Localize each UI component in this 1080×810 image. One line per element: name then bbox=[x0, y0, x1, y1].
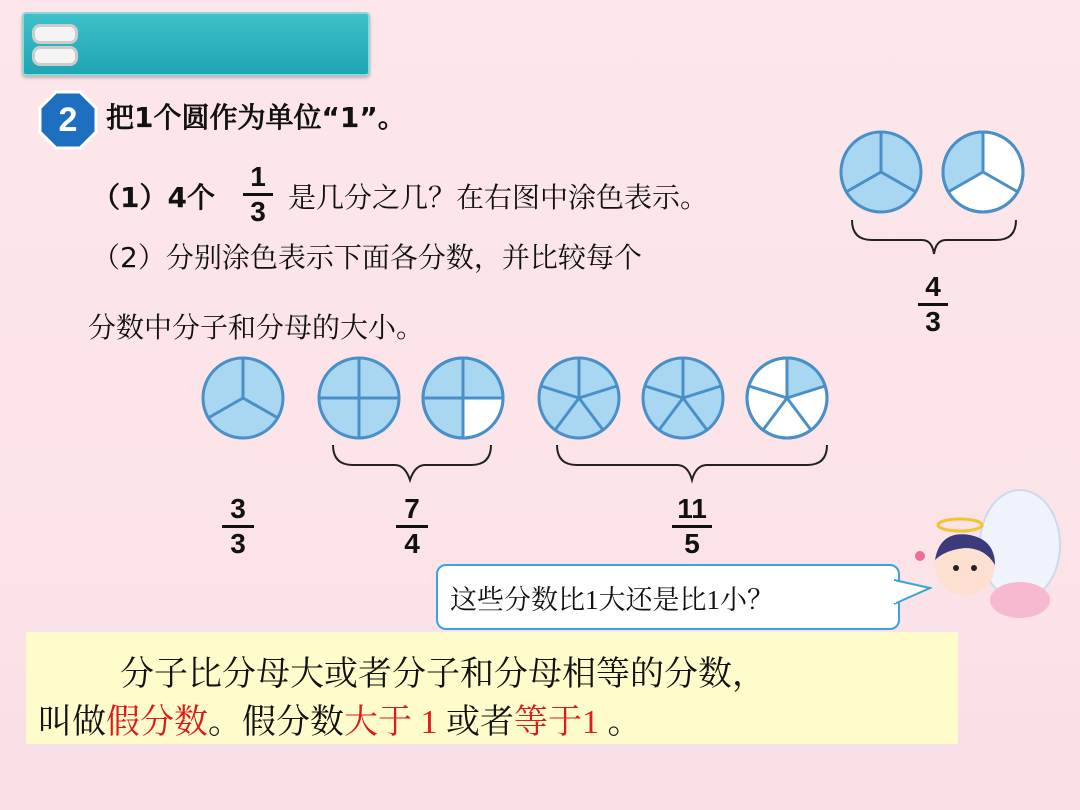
text-segment: 叫做 bbox=[38, 704, 106, 741]
q2-line2: 分数中分子和分母的大小。 bbox=[88, 311, 425, 344]
bubble-tail-icon bbox=[892, 578, 932, 610]
term-greater-than-1: 大于 1 bbox=[344, 704, 438, 741]
definition-line1: 分子比分母大或者分子和分母相等的分数， bbox=[120, 656, 766, 693]
definition-line2 bbox=[38, 694, 642, 743]
denominator: 5 bbox=[684, 528, 700, 559]
badge-number: 2 bbox=[58, 101, 78, 139]
fraction-7-4 bbox=[396, 494, 428, 559]
text-segment: 或者 bbox=[437, 704, 514, 741]
numerator: 4 bbox=[925, 271, 941, 302]
q2-line1: （2）分别涂色表示下面各分数，并比较每个 bbox=[92, 241, 642, 274]
q1-suffix: 是几分之几？在右图中涂色表示。 bbox=[288, 181, 709, 214]
fraction-3-3 bbox=[222, 494, 254, 559]
circle-thirds-one-shaded bbox=[943, 132, 1023, 212]
circle-fifths-one-shaded bbox=[747, 358, 827, 438]
text-segment: 。 bbox=[599, 704, 642, 741]
numerator: 7 bbox=[404, 493, 420, 524]
term-improper-fraction: 假分数 bbox=[106, 704, 208, 741]
denominator: 3 bbox=[925, 306, 941, 337]
q1-numerator: 1 bbox=[250, 161, 266, 192]
circle-quarters-three-shaded bbox=[423, 358, 503, 438]
circle-fifths-full-1 bbox=[539, 358, 619, 438]
circle-thirds-full bbox=[841, 132, 921, 212]
intro-text: 把1个圆作为单位“1”。 bbox=[106, 101, 406, 134]
circle-3-3 bbox=[203, 358, 283, 438]
term-equal-to-1: 等于1 bbox=[514, 704, 599, 741]
brace-elevenfifths bbox=[557, 445, 827, 480]
definition-box bbox=[26, 632, 958, 744]
numerator: 3 bbox=[230, 493, 246, 524]
bubble-text: 这些分数比1大还是比1小？ bbox=[450, 585, 774, 615]
circle-fifths-full-2 bbox=[643, 358, 723, 438]
fairy-illustration bbox=[915, 490, 1060, 618]
q1-prefix: （1）4个 bbox=[92, 181, 215, 214]
numerator: 11 bbox=[677, 493, 707, 524]
circle-quarters-full bbox=[319, 358, 399, 438]
fraction-11-5 bbox=[672, 494, 712, 559]
q1-denominator: 3 bbox=[250, 196, 266, 227]
speech-bubble bbox=[436, 564, 900, 630]
brace-sevenths bbox=[333, 445, 491, 480]
denominator: 4 bbox=[404, 528, 420, 559]
fraction-4-3 bbox=[918, 272, 948, 337]
text-segment: 。假分数 bbox=[208, 704, 344, 741]
brace-top bbox=[852, 220, 1016, 254]
denominator: 3 bbox=[230, 528, 246, 559]
